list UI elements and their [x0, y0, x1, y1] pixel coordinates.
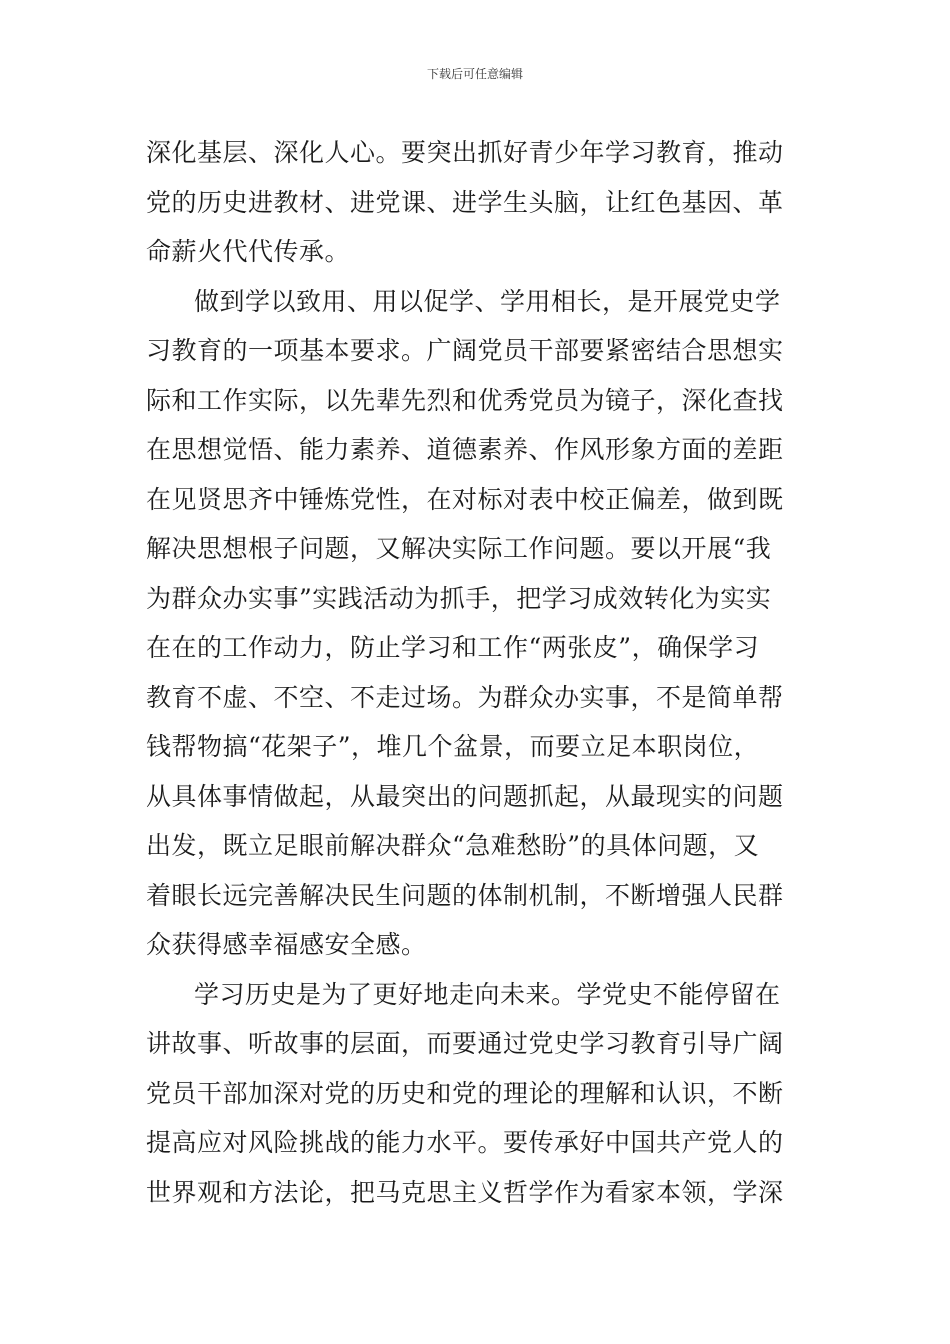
text-line: 解决思想根子问题，又解决实际工作问题。要以开展“我: [146, 534, 772, 563]
text-line: 从具体事情做起，从最突出的问题抓起，从最现实的问题: [146, 781, 784, 811]
document-body: [146, 128, 808, 1217]
text-line: 众获得感幸福感安全感。: [146, 930, 427, 959]
text-line: 在见贤思齐中锤炼党性，在对标对表中校正偏差，做到既: [146, 484, 784, 514]
text-line: 命薪火代代传承。: [146, 237, 351, 266]
text-line: 世界观和方法论，把马克思主义哲学作为看家本领，学深: [146, 1177, 784, 1207]
paragraph-first-line: 学习历史是为了更好地走向未来。学党史不能停留在: [194, 979, 781, 1009]
text-line: 深化基层、深化人心。要突出抓好青少年学习教育，推动: [146, 138, 784, 167]
text-line: 习教育的一项基本要求。广阔党员干部要紧密结合思想实: [146, 336, 784, 365]
text-line: 党的历史进教材、进党课、进学生头脑，让红色基因、革: [146, 187, 784, 217]
page-header-note: 下载后可任意编辑: [426, 67, 523, 81]
text-line: 提高应对风险挑战的能力水平。要传承好中国共产党人的: [146, 1128, 784, 1157]
text-line: 着眼长远完善解决民生问题的体制机制，不断增强人民群: [146, 880, 784, 910]
text-line: 在在的工作动力，防止学习和工作“两张皮”，确保学习: [146, 633, 760, 662]
text-line: 教育不虚、不空、不走过场。为群众办实事，不是简单帮: [146, 682, 784, 712]
text-line: 党员干部加深对党的历史和党的理论的理解和认识，不断: [146, 1078, 784, 1108]
text-line: 为群众办实事”实践活动为抓手，把学习成效转化为实实: [146, 583, 772, 613]
text-line: 钱帮物搞“花架子”，堆几个盆景，而要立足本职岗位，: [146, 732, 760, 761]
text-line: 在思想觉悟、能力素养、道德素养、作风形象方面的差距: [146, 435, 784, 464]
text-line: 出发，既立足眼前解决群众“急难愁盼”的具体问题，又: [146, 831, 760, 860]
paragraph-first-line: 做到学以致用、用以促学、学用相长，是开展党史学: [194, 286, 781, 316]
text-line: 际和工作实际，以先辈先烈和优秀党员为镜子，深化查找: [146, 385, 784, 415]
text-line: 讲故事、听故事的层面，而要通过党史学习教育引导广阔: [146, 1029, 784, 1058]
